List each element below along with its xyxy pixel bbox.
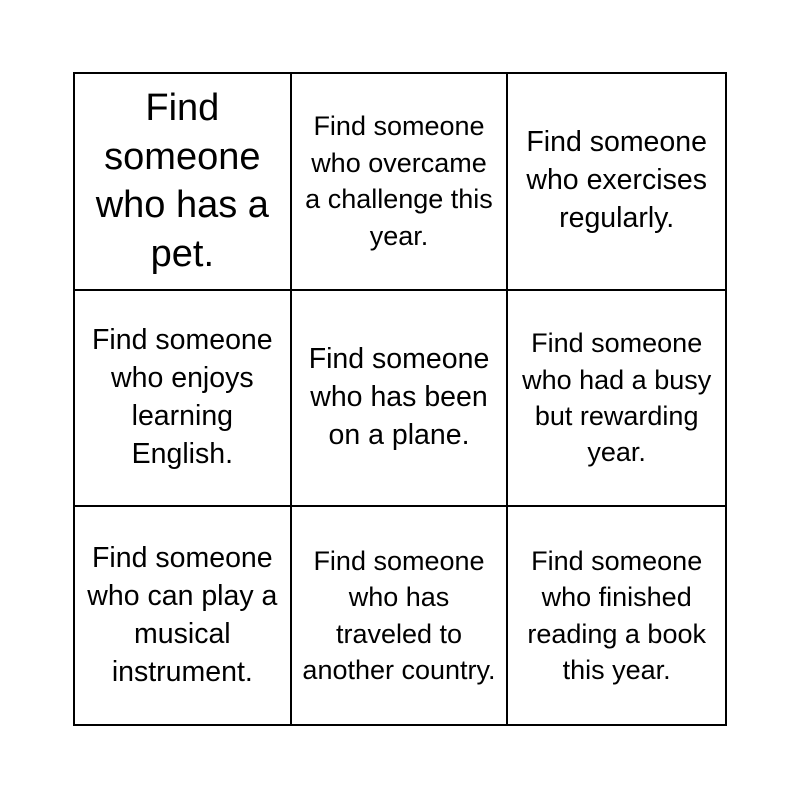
bingo-cell-7[interactable]: [75, 507, 292, 724]
bingo-cell-text: Find someone who had a busy but rewarding year.: [522, 328, 712, 468]
bingo-cell-3[interactable]: [508, 74, 725, 291]
bingo-cell-text: Find someone who can play a musical instrument.: [87, 541, 278, 688]
bingo-cell-1[interactable]: [75, 74, 292, 291]
bingo-cell-4[interactable]: [75, 291, 292, 508]
bingo-cell-text: Find someone who enjoys learning English.: [92, 324, 273, 470]
bingo-cell-text: Find someone who exercises regularly.: [526, 126, 707, 235]
bingo-cell-2[interactable]: [292, 74, 509, 291]
bingo-cell-text: Find someone who overcame a challenge this year.: [305, 111, 493, 251]
bingo-cell-text: Find someone who has been on a plane.: [308, 343, 490, 451]
bingo-cell-6[interactable]: [508, 291, 725, 508]
bingo-cell-text: Find someone who has traveled to another country.: [302, 545, 496, 686]
bingo-cell-text: Find someone who has a pet.: [95, 87, 269, 275]
bingo-cell-text: Find someone who finished reading a book this year.: [527, 545, 706, 686]
bingo-cell-5[interactable]: [292, 291, 509, 508]
bingo-cell-8[interactable]: [292, 507, 509, 724]
bingo-cell-9[interactable]: [508, 507, 725, 724]
bingo-board: [73, 72, 727, 726]
